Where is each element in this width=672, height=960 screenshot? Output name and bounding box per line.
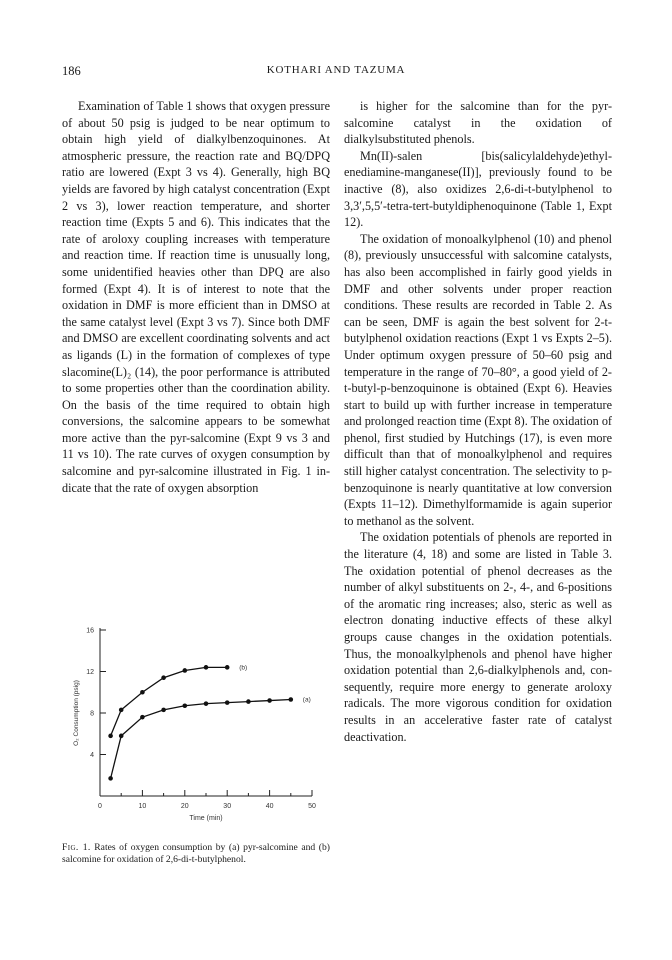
series-label: (b) (239, 664, 248, 672)
body-paragraph: is higher for the salcomine than for the pyr-salcomine catalyst in the oxidation of dialkylsubstituted phenols. (344, 99, 612, 147)
y-axis-label: O₂ Consumption (psig) (73, 680, 80, 746)
figure-caption (62, 842, 330, 866)
y-tick-label: 12 (86, 669, 94, 676)
oxygen-consumption-chart (62, 618, 330, 832)
x-axis-label: Time (min) (189, 815, 223, 822)
x-tick-label: 0 (98, 803, 102, 810)
data-point (119, 734, 124, 739)
figure-caption-label: Fig. 1. (62, 842, 91, 853)
data-point (204, 665, 209, 670)
running-head: KOTHARI AND TAZUMA (266, 64, 406, 76)
data-point (204, 701, 209, 706)
figure-caption-text: Rates of oxygen consumption by (a) pyr-salcomine and (b) salcomine for oxidation of 2,6-di-t-butylphenol. (62, 842, 330, 866)
figure-1 (62, 618, 330, 866)
series-line-a (111, 700, 291, 779)
x-tick-label: 10 (138, 803, 147, 810)
data-point (183, 668, 188, 673)
body-paragraph: Mn(II)-salen [bis(salicylaldehyde)ethylenediamine-manganese(II)], previously found to be inactive (8), also oxidizes 2,6-di-t-butylphenol to 3,3′,5,5′-tetra-tert-butyldiphenoquinone (Table 1, Expt 12). (344, 148, 612, 230)
body-paragraph: The oxidation potentials of phenols are reported in the literature (4, 18) and some are listed in Table 3. The oxidation potential of phenol decreases as the number of alkyl substituents on 2-, 4-, and 6-positions of the aromatic ring increases; also, steric as well as electron donating inductive effects of these alkyl groups cause changes in the oxidation potentials. Thus, the monoalkylphenols and phenol have higher oxidation potential than 2,6-dialkylphenols and, consequently, require more energy to generate aroloxy radicals. The more vigorous condition for oxidation results in an accelerative faster rate of catalyst deactivation. (344, 530, 612, 744)
x-tick-label: 50 (308, 803, 316, 810)
x-tick-label: 20 (180, 803, 189, 810)
x-tick-label: 40 (265, 803, 274, 810)
data-point (140, 715, 145, 720)
data-point (225, 665, 230, 670)
data-point (225, 700, 230, 705)
series-label: (a) (302, 696, 311, 704)
data-point (108, 734, 113, 739)
series-line-b (111, 667, 228, 735)
data-point (289, 697, 294, 702)
data-point (161, 675, 166, 680)
data-point (183, 703, 188, 708)
data-point (246, 699, 251, 704)
y-tick-label: 4 (90, 752, 94, 759)
page-header (62, 64, 610, 82)
body-paragraph: The oxidation of monoalkylphenol (10) and phenol (8), previously unsuccessful with salcomine catalysts, has also been accomplished in fairly good yields in DMF and other solvents under proper reaction conditions. These results are recorded in Table 2. As can be seen, DMF is again the best solvent for 2-t-butylphenol oxidation reactions (Expt 1 vs Expts 2–5). Under optimum oxygen pressure of 50–60 psig and temperature in the range of 70–80°, a good yield of 2-t-butyl-p-benzoquinone is obtained (Expt 6). Heavies start to build up with further increase in temperature and prolonged reaction time (Expt 8). The oxidation of phenol, first studied by Hutchings (17), is even more difficult than that of monoalkylphenol and requires still higher catalyst concentration. The selectivity to p-benzoquinone is nearly quantitative at low conversion (Expts 11–12). Dimethylformamide is again superior to methanol as the solvent. (344, 231, 612, 528)
y-tick-label: 8 (90, 710, 94, 718)
right-column (344, 98, 612, 745)
data-point (161, 708, 166, 713)
x-tick-label: 30 (223, 803, 232, 810)
page-number: 186 (62, 64, 81, 78)
data-point (140, 690, 145, 695)
left-column (62, 98, 330, 496)
data-point (119, 708, 124, 713)
data-point (267, 698, 272, 703)
data-point (108, 776, 113, 781)
y-tick-label: 16 (86, 627, 94, 635)
body-paragraph: Examination of Table 1 shows that oxygen pressure of about 50 psig is judged to be near optimum to obtain high yield of dialkylbenzoquinones. At atmospheric pressure, the reaction rate and BQ/DPQ ratio are lowered (Expt 3 vs 4). Generally, high BQ yields are favored by high catalyst concentration (Expt 2 vs 3), lower reaction temperature, and shorter reaction time (Expts 5 and 6). This indicates that the rate of aroloxy coupling increases with temperature and reaction time. If reaction time is unusually long, some unidentified heavies other than DPQ are also formed (Expt 4). It is of interest to note that the oxidation in DMF is more efficient than in DMSO at the same catalyst level (Expt 3 vs 7). Since both DMF and DMSO are excellent coordinating solvents and act as ligands (L) in the formation of complexes of type slacomine(L)₂ (14), the poor performance is attributed to some properties other than the coordination ability. On the basis of the time required to obtain high conversions, the salcomine appears to be somewhat more active than the pyr-salcomine (Expt 9 vs 3 and 11 vs 10). The rate curves of oxygen consumption by salcomine and pyr-salcomine illustrated in Fig. 1 indicate that the rate of oxygen absorption (62, 99, 330, 495)
